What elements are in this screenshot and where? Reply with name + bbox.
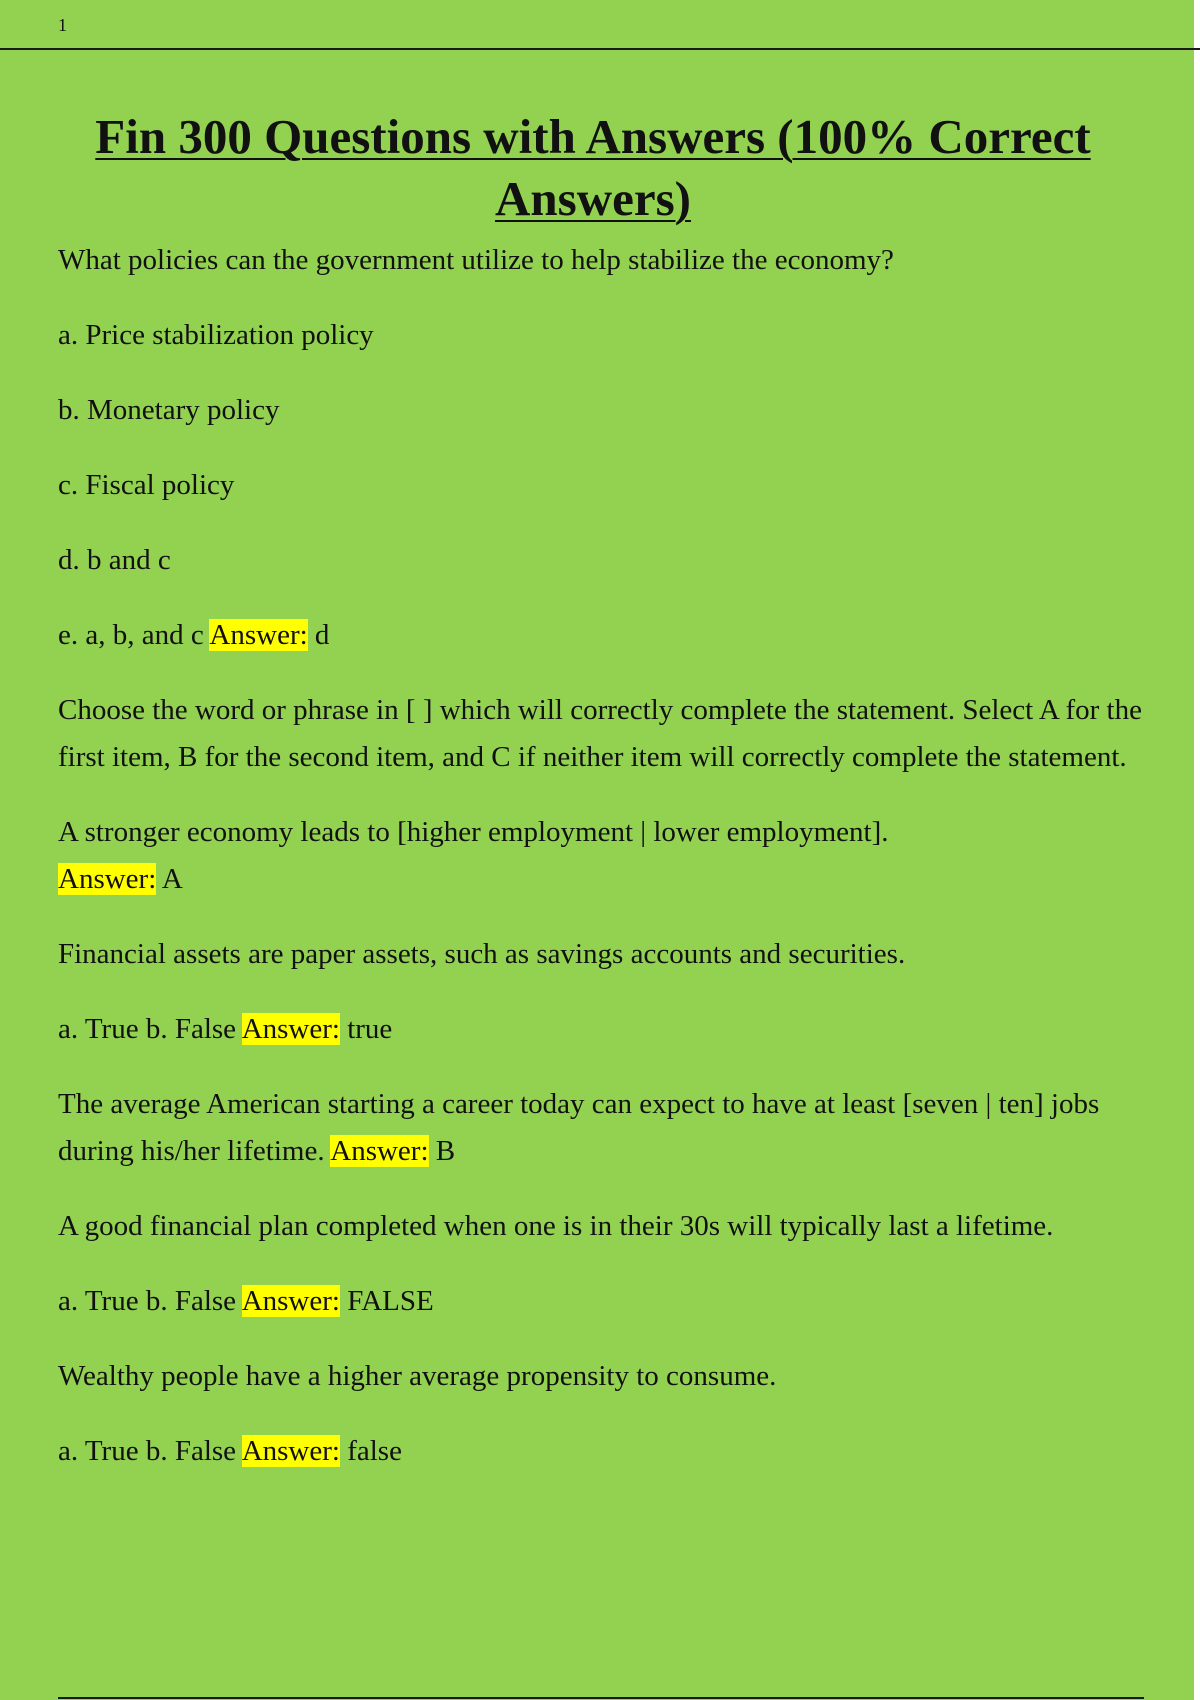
answer-label: Answer: xyxy=(241,1013,340,1045)
question-4-text: The average American starting a career today can expect to have at least [seven | ten] jobs during his/her lifetime. xyxy=(58,1088,1100,1167)
answer-label: Answer: xyxy=(330,1135,429,1167)
document-body xyxy=(58,237,1158,1503)
question-6-text: Wealthy people have a higher average propensity to consume. xyxy=(58,1360,777,1392)
question-1-option-a: a. Price stabilization policy xyxy=(58,319,374,351)
answer-label: Answer: xyxy=(241,1285,340,1317)
question-4 xyxy=(58,1081,1158,1175)
question-3-options-line xyxy=(58,1006,1158,1053)
question-2-text: A stronger economy leads to [higher employment | lower employment]. xyxy=(58,816,889,848)
question-1-option-b: b. Monetary policy xyxy=(58,394,280,426)
question-1-option-e: e. a, b, and c xyxy=(58,619,204,651)
question-6-options-line xyxy=(58,1428,1158,1475)
question-5-answer: FALSE xyxy=(347,1285,434,1317)
answer-label: Answer: xyxy=(241,1435,340,1467)
question-2-answer: A xyxy=(161,863,183,895)
question-2 xyxy=(58,809,1158,903)
question-3-options: a. True b. False xyxy=(58,1013,237,1045)
page-right-edge xyxy=(1194,0,1200,1700)
question-1-option-c: c. Fiscal policy xyxy=(58,469,235,501)
instructions-text: Choose the word or phrase in [ ] which will correctly complete the statement. Select A for the first item, B for the second item, and C if neither item will correctly complete the statement. xyxy=(58,694,1142,773)
header-rule xyxy=(0,48,1200,50)
question-5-text: A good financial plan completed when one is in their 30s will typically last a lifetime. xyxy=(58,1210,1054,1242)
answer-label: Answer: xyxy=(58,863,157,895)
question-5-options-line xyxy=(58,1278,1158,1325)
footer-rule xyxy=(58,1697,1144,1699)
question-1-answer: d xyxy=(314,619,330,651)
document-title: Fin 300 Questions with Answers (100% Correct Answers) xyxy=(95,109,1091,226)
question-6-options: a. True b. False xyxy=(58,1435,237,1467)
page-number: 1 xyxy=(58,15,67,35)
question-3-answer: true xyxy=(347,1013,393,1045)
question-1-option-d: d. b and c xyxy=(58,544,171,576)
question-4-answer: B xyxy=(435,1135,456,1167)
question-1-text: What policies can the government utilize to help stabilize the economy? xyxy=(58,244,894,276)
question-3-text: Financial assets are paper assets, such as savings accounts and securities. xyxy=(58,938,906,970)
question-1-option-e-line xyxy=(58,612,1158,659)
answer-label: Answer: xyxy=(209,619,308,651)
question-6-answer: false xyxy=(347,1435,402,1467)
question-5-options: a. True b. False xyxy=(58,1285,237,1317)
